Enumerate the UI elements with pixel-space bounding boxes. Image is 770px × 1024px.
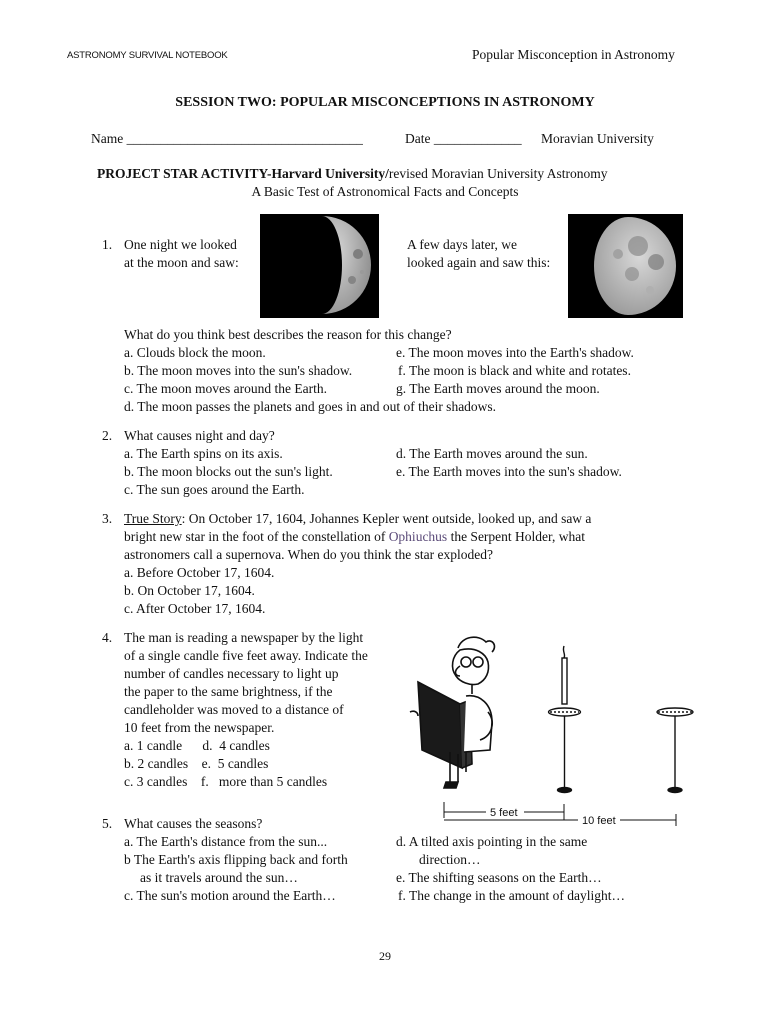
candle-5-feet: [549, 646, 581, 793]
candle-illustration: [400, 632, 700, 832]
q3-line2: [124, 528, 585, 546]
q1-option-g: g. The Earth moves around the moon.: [396, 381, 600, 396]
q3-option-a: a. Before October 17, 1604.: [124, 565, 275, 580]
page-title: SESSION TWO: POPULAR MISCONCEPTIONS IN ASTRONOMY: [175, 95, 595, 110]
q4-line2: of a single candle five feet away. Indicate the: [124, 648, 368, 663]
q2-option-b: b. The moon blocks out the sun's light.: [124, 464, 333, 479]
project-heading-bold: PROJECT STAR ACTIVITY-Harvard University/: [97, 166, 389, 181]
q3-line2-end: the Serpent Holder, what: [447, 529, 585, 544]
q4-options-row2: b. 2 candles e. 5 candles: [124, 756, 269, 771]
q5-option-b-line2: as it travels around the sun…: [140, 870, 298, 885]
q4-options-row3: c. 3 candles f. more than 5 candles: [124, 774, 328, 789]
q5-option-b-line1: b The Earth's axis flipping back and forth: [124, 852, 348, 867]
q3-number: 3.: [102, 511, 113, 526]
q1-option-a: a. Clouds block the moon.: [124, 345, 266, 360]
q3-option-c: c. After October 17, 1604.: [124, 601, 266, 616]
q3-option-b: b. On October 17, 1604.: [124, 583, 255, 598]
label-5-feet: 5 feet: [490, 807, 518, 819]
q3-ophiuchus: Ophiuchus: [388, 529, 448, 544]
page-number: 29: [379, 949, 391, 963]
q1-prompt: What do you think best describes the reason for this change?: [124, 327, 452, 342]
project-subtitle: A Basic Test of Astronomical Facts and Concepts: [251, 184, 519, 199]
q1-left-line1: One night we looked: [124, 237, 237, 252]
q1-option-b: b. The moon moves into the sun's shadow.: [124, 363, 353, 378]
q1-option-e: e. The moon moves into the Earth's shadow.: [396, 345, 634, 360]
q4-line3: number of candles necessary to light up: [124, 666, 339, 681]
q1-right-line2: looked again and saw this:: [407, 255, 551, 270]
project-heading: [97, 165, 608, 183]
candleholder-10-feet: [657, 708, 693, 793]
q5-option-a: a. The Earth's distance from the sun...: [124, 834, 328, 849]
q1-right-line1: A few days later, we: [407, 237, 518, 252]
man-reading-figure: [410, 637, 494, 788]
q1-option-d: d. The moon passes the planets and goes in and out of their shadows.: [124, 399, 497, 414]
q4-line6: 10 feet from the newspaper.: [124, 720, 275, 735]
q5-option-e: e. The shifting seasons on the Earth…: [396, 870, 602, 885]
q1-option-c: c. The moon moves around the Earth.: [124, 381, 327, 396]
header-right: Popular Misconception in Astronomy: [472, 47, 675, 62]
school-name: Moravian University: [541, 131, 654, 146]
q3-line3: astronomers call a supernova. When do you think the star exploded?: [124, 547, 494, 562]
q4-line4: the paper to the same brightness, if the: [124, 684, 333, 699]
q2-option-e: e. The Earth moves into the sun's shadow.: [396, 464, 622, 479]
q5-prompt: What causes the seasons?: [124, 816, 263, 831]
q5-number: 5.: [102, 816, 113, 831]
header-left: ASTRONOMY SURVIVAL NOTEBOOK: [67, 50, 228, 61]
q5-option-c: c. The sun's motion around the Earth…: [124, 888, 336, 903]
q4-options-row1: a. 1 candle d. 4 candles: [124, 738, 270, 753]
q5-option-d-line2: direction…: [419, 852, 481, 867]
q1-option-f: f. The moon is black and white and rotates.: [398, 363, 631, 378]
q5-option-f: f. The change in the amount of daylight…: [398, 888, 625, 903]
q2-option-a: a. The Earth spins on its axis.: [124, 446, 283, 461]
moon-gibbous-image: [568, 214, 683, 318]
moon-crescent-image: [260, 214, 379, 318]
date-field: Date _____________: [405, 131, 522, 146]
q4-line1: The man is reading a newspaper by the light: [124, 630, 364, 645]
q4-number: 4.: [102, 630, 113, 645]
q1-number: 1.: [102, 237, 113, 252]
q2-option-c: c. The sun goes around the Earth.: [124, 482, 305, 497]
q4-line5: candleholder was moved to a distance of: [124, 702, 344, 717]
name-field: Name ___________________________________: [91, 131, 363, 146]
q3-line1-text: : On October 17, 1604, Johannes Kepler went outside, looked up, and saw a: [181, 511, 592, 526]
q1-left-line2: at the moon and saw:: [124, 255, 239, 270]
q3-true-story: True Story: [124, 511, 182, 526]
label-10-feet: 10 feet: [582, 815, 616, 827]
q3-line1: [124, 510, 591, 528]
q3-line2-start: bright new star in the foot of the constellation of: [124, 529, 389, 544]
q2-number: 2.: [102, 428, 113, 443]
project-heading-rest: revised Moravian University Astronomy: [388, 166, 608, 181]
distance-markers: [444, 802, 676, 826]
q2-option-d: d. The Earth moves around the sun.: [396, 446, 588, 461]
q2-prompt: What causes night and day?: [124, 428, 275, 443]
q5-option-d-line1: d. A tilted axis pointing in the same: [396, 834, 588, 849]
